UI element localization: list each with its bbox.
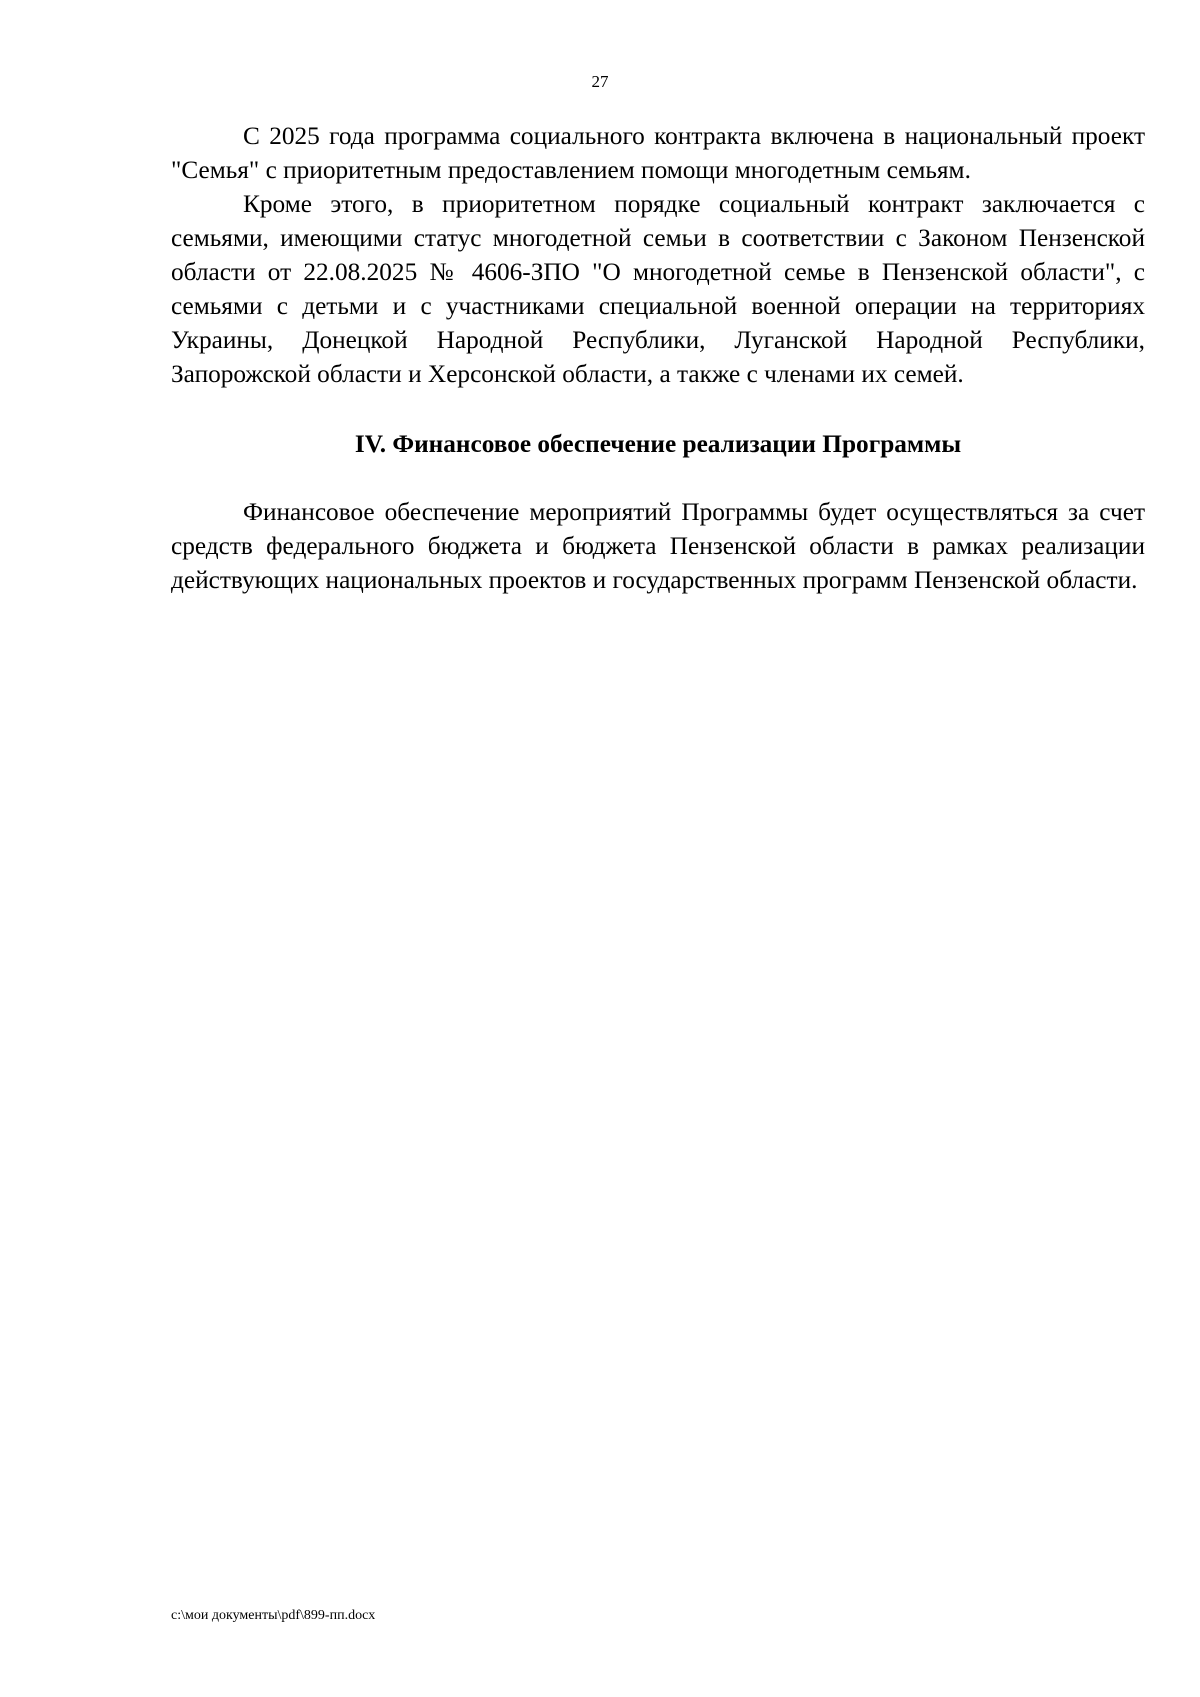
page-number: 27 [591,72,609,91]
section-title: IV. Финансовое обеспечение реализации Программы [354,430,962,458]
document-body [171,119,1145,597]
paragraph-social-contract: С 2025 года программа социального контракта включена в национальный проект "Семья" с приоритетным предоставлением помощи многодетным семьям. [171,122,1145,184]
paragraph-priority-families: Кроме этого, в приоритетном порядке социальный контракт заключается с семьями, имеющими статус многодетной семьи в соответствии с Законом Пензенской области от 22.08.2025 № 4606-ЗПО "О многодетной семье в Пензенской области", с семьями с детьми и с участниками специальной военной операции на территориях Украины, Донецкой Народной Республики, Луганской Народной Республики, Запорожской области и Херсонской области, а также с членами их семей. [171,190,1145,388]
paragraph-financing: Финансовое обеспечение мероприятий Программы будет осуществляться за счет средств федерального бюджета и бюджета Пензенской области в рамках реализации действующих национальных проектов и государственных программ Пензенской области. [171,498,1145,594]
footer-file-path: c:\мои документы\pdf\899-пп.docx [171,1608,376,1623]
